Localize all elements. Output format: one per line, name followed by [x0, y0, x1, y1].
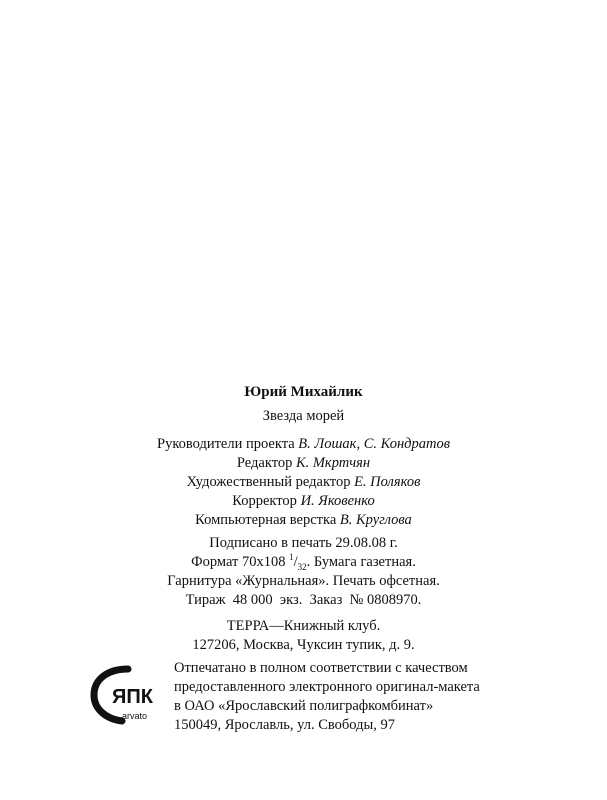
credit-role: Руководители проекта — [157, 436, 295, 452]
credit-name: И. Яковенко — [300, 493, 375, 509]
run-line: Тираж 48 000 экз. Заказ № 0808970. — [185, 592, 422, 608]
credit-line — [0, 511, 607, 530]
credit-role: Редактор — [236, 455, 293, 471]
credit-role: Корректор — [232, 493, 297, 509]
credit-role: Художественный редактор — [186, 474, 351, 490]
publisher-address: 127206, Москва, Чуксин тупик, д. 9. — [192, 637, 415, 653]
signed-line: Подписано в печать 29.08.08 г. — [209, 535, 398, 551]
printer-line: Отпечатано в полном соответствии с качеством — [174, 660, 468, 676]
logo-caption: arvato — [122, 711, 148, 721]
book-author: Юрий Михайлик — [244, 384, 363, 400]
credit-name: В. Круглова — [339, 512, 412, 528]
format-suffix: . Бумага газетная. — [306, 554, 416, 570]
credit-role: Компьютерная верстка — [195, 512, 337, 528]
credits-block — [0, 435, 607, 530]
format-prefix: Формат 70х108 — [191, 554, 286, 570]
credit-line — [0, 492, 607, 511]
format-denominator: 32 — [297, 561, 307, 572]
format-numerator: 1 — [289, 552, 294, 563]
format-separator: / — [293, 554, 298, 570]
typeface-line: Гарнитура «Журнальная». Печать офсетная. — [167, 573, 440, 589]
printer-line: в ОАО «Ярославский полиграфкомбинат» — [174, 698, 434, 714]
publisher-block — [0, 617, 607, 655]
credit-name: В. Лошак, С. Кондратов — [298, 436, 450, 452]
publisher-name: ТЕРРА—Книжный клуб. — [226, 618, 381, 634]
credit-line — [0, 454, 607, 473]
credit-name: Е. Поляков — [354, 474, 421, 490]
printer-logo — [88, 665, 164, 725]
printer-block — [174, 659, 480, 735]
format-line — [0, 553, 607, 572]
printer-line: 150049, Ярославль, ул. Свободы, 97 — [174, 717, 395, 733]
print-info-block — [0, 534, 607, 610]
credit-line — [0, 435, 607, 454]
credit-name: К. Мкртчян — [295, 455, 371, 471]
book-title: Звезда морей — [262, 408, 345, 424]
logo-text: ЯПК — [112, 686, 153, 708]
printer-line: предоставленного электронного оригинал-макета — [174, 679, 480, 695]
credit-line — [0, 473, 607, 492]
